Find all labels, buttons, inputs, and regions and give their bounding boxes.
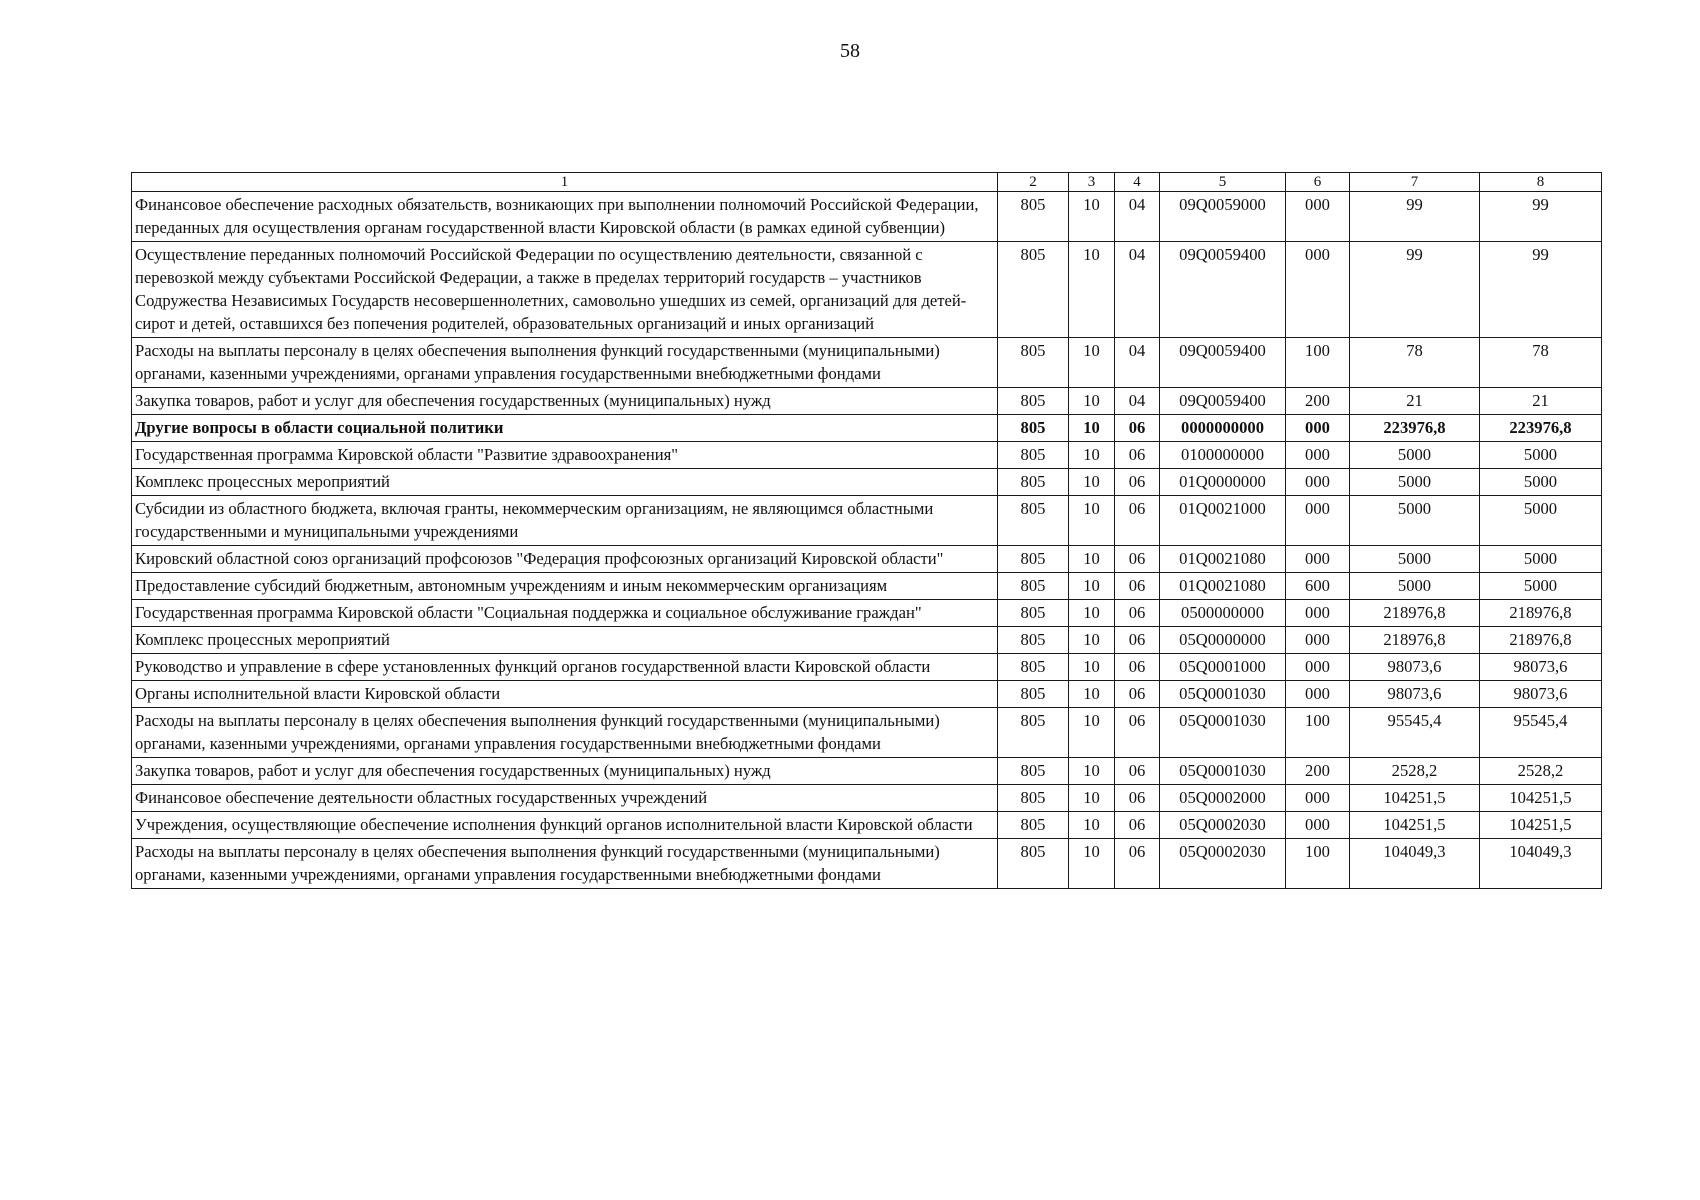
ministry-code-cell: 805 [998,496,1069,546]
amount-col7-cell: 218976,8 [1350,600,1480,627]
expense-type-cell: 000 [1286,415,1350,442]
row-name-cell: Финансовое обеспечение деятельности областных государственных учреждений [132,785,998,812]
subsection-cell: 06 [1115,496,1160,546]
subsection-cell: 06 [1115,708,1160,758]
section-cell: 10 [1069,573,1115,600]
row-name-cell: Расходы на выплаты персоналу в целях обеспечения выполнения функций государственными (муниципальными) органами, казенными учреждениями, органами управления государственными внебюджетными фондами [132,839,998,889]
expense-type-cell: 000 [1286,600,1350,627]
expense-type-cell: 100 [1286,708,1350,758]
expense-type-cell: 100 [1286,338,1350,388]
table-row [132,546,1602,573]
amount-col7-cell: 5000 [1350,546,1480,573]
row-name-cell: Комплекс процессных мероприятий [132,469,998,496]
target-article-cell: 05Q0001030 [1160,708,1286,758]
amount-col8-cell: 5000 [1480,442,1602,469]
section-cell: 10 [1069,496,1115,546]
subsection-cell: 06 [1115,415,1160,442]
ministry-code-cell: 805 [998,681,1069,708]
table-row [132,681,1602,708]
amount-col8-cell: 5000 [1480,546,1602,573]
subsection-cell: 06 [1115,681,1160,708]
column-header: 8 [1480,173,1602,192]
row-name-cell: Государственная программа Кировской области "Социальная поддержка и социальное обслуживание граждан" [132,600,998,627]
amount-col8-cell: 104251,5 [1480,812,1602,839]
amount-col7-cell: 2528,2 [1350,758,1480,785]
target-article-cell: 05Q0001000 [1160,654,1286,681]
column-header: 4 [1115,173,1160,192]
expense-type-cell: 100 [1286,839,1350,889]
table-row [132,600,1602,627]
ministry-code-cell: 805 [998,415,1069,442]
amount-col7-cell: 98073,6 [1350,681,1480,708]
target-article-cell: 05Q0002000 [1160,785,1286,812]
amount-col8-cell: 99 [1480,192,1602,242]
amount-col7-cell: 218976,8 [1350,627,1480,654]
row-name-cell: Кировский областной союз организаций профсоюзов "Федерация профсоюзных организаций Кировской области" [132,546,998,573]
page-number: 58 [840,40,860,62]
amount-col8-cell: 218976,8 [1480,600,1602,627]
target-article-cell: 01Q0021080 [1160,573,1286,600]
amount-col8-cell: 21 [1480,388,1602,415]
section-cell: 10 [1069,546,1115,573]
ministry-code-cell: 805 [998,442,1069,469]
subsection-cell: 06 [1115,546,1160,573]
expense-type-cell: 000 [1286,546,1350,573]
section-cell: 10 [1069,242,1115,338]
expense-type-cell: 000 [1286,442,1350,469]
amount-col7-cell: 104251,5 [1350,785,1480,812]
section-cell: 10 [1069,469,1115,496]
row-name-cell: Закупка товаров, работ и услуг для обеспечения государственных (муниципальных) нужд [132,758,998,785]
expense-type-cell: 000 [1286,496,1350,546]
expense-type-cell: 000 [1286,654,1350,681]
amount-col7-cell: 99 [1350,242,1480,338]
amount-col7-cell: 98073,6 [1350,654,1480,681]
section-cell: 10 [1069,839,1115,889]
amount-col8-cell: 98073,6 [1480,681,1602,708]
section-cell: 10 [1069,192,1115,242]
header-row [132,173,1602,192]
target-article-cell: 0000000000 [1160,415,1286,442]
row-name-cell: Осуществление переданных полномочий Российской Федерации по осуществлению деятельности, связанной с перевозкой между субъектами Российской Федерации, а также в пределах территорий государств – участников Содружества Независимых Государств несовершеннолетних, самовольно ушедших из семей, организаций для детей-сирот и детей, оставшихся без попечения родителей, образовательных организаций и иных организаций [132,242,998,338]
row-name-cell: Предоставление субсидий бюджетным, автономным учреждениям и иным некоммерческим организациям [132,573,998,600]
ministry-code-cell: 805 [998,839,1069,889]
table-row [132,812,1602,839]
section-cell: 10 [1069,600,1115,627]
expense-type-cell: 000 [1286,785,1350,812]
ministry-code-cell: 805 [998,785,1069,812]
table-row [132,839,1602,889]
subsection-cell: 04 [1115,192,1160,242]
subsection-cell: 04 [1115,338,1160,388]
target-article-cell: 05Q0000000 [1160,627,1286,654]
target-article-cell: 09Q0059000 [1160,192,1286,242]
target-article-cell: 05Q0001030 [1160,681,1286,708]
section-cell: 10 [1069,812,1115,839]
subsection-cell: 06 [1115,654,1160,681]
ministry-code-cell: 805 [998,654,1069,681]
subsection-cell: 06 [1115,442,1160,469]
amount-col7-cell: 104049,3 [1350,839,1480,889]
section-cell: 10 [1069,785,1115,812]
table-row [132,442,1602,469]
subsection-cell: 06 [1115,839,1160,889]
ministry-code-cell: 805 [998,758,1069,785]
ministry-code-cell: 805 [998,546,1069,573]
amount-col7-cell: 99 [1350,192,1480,242]
amount-col8-cell: 2528,2 [1480,758,1602,785]
row-name-cell: Учреждения, осуществляющие обеспечение исполнения функций органов исполнительной власти Кировской области [132,812,998,839]
row-name-cell: Органы исполнительной власти Кировской области [132,681,998,708]
section-cell: 10 [1069,708,1115,758]
section-cell: 10 [1069,654,1115,681]
target-article-cell: 09Q0059400 [1160,242,1286,338]
table-row [132,785,1602,812]
target-article-cell: 01Q0000000 [1160,469,1286,496]
row-name-cell: Государственная программа Кировской области "Развитие здравоохранения" [132,442,998,469]
amount-col7-cell: 223976,8 [1350,415,1480,442]
ministry-code-cell: 805 [998,469,1069,496]
ministry-code-cell: 805 [998,388,1069,415]
subsection-cell: 06 [1115,627,1160,654]
expense-type-cell: 000 [1286,812,1350,839]
subsection-cell: 04 [1115,388,1160,415]
row-name-cell: Финансовое обеспечение расходных обязательств, возникающих при выполнении полномочий Российской Федерации, переданных для осуществления органам государственной власти Кировской области (в рамках единой субвенции) [132,192,998,242]
amount-col8-cell: 78 [1480,338,1602,388]
row-name-cell: Расходы на выплаты персоналу в целях обеспечения выполнения функций государственными (муниципальными) органами, казенными учреждениями, органами управления государственными внебюджетными фондами [132,338,998,388]
table-row [132,469,1602,496]
amount-col7-cell: 104251,5 [1350,812,1480,839]
column-header: 6 [1286,173,1350,192]
expense-type-cell: 000 [1286,192,1350,242]
target-article-cell: 09Q0059400 [1160,338,1286,388]
column-header: 7 [1350,173,1480,192]
column-header: 3 [1069,173,1115,192]
target-article-cell: 05Q0001030 [1160,758,1286,785]
amount-col7-cell: 5000 [1350,469,1480,496]
amount-col8-cell: 5000 [1480,496,1602,546]
ministry-code-cell: 805 [998,242,1069,338]
target-article-cell: 05Q0002030 [1160,839,1286,889]
ministry-code-cell: 805 [998,573,1069,600]
amount-col7-cell: 5000 [1350,573,1480,600]
table-row [132,654,1602,681]
amount-col7-cell: 21 [1350,388,1480,415]
row-name-cell: Руководство и управление в сфере установленных функций органов государственной власти Кировской области [132,654,998,681]
budget-table [131,172,1602,889]
table-row [132,415,1602,442]
row-name-cell: Расходы на выплаты персоналу в целях обеспечения выполнения функций государственными (муниципальными) органами, казенными учреждениями, органами управления государственными внебюджетными фондами [132,708,998,758]
subsection-cell: 06 [1115,469,1160,496]
section-cell: 10 [1069,338,1115,388]
section-cell: 10 [1069,442,1115,469]
target-article-cell: 0500000000 [1160,600,1286,627]
target-article-cell: 01Q0021000 [1160,496,1286,546]
ministry-code-cell: 805 [998,708,1069,758]
ministry-code-cell: 805 [998,192,1069,242]
target-article-cell: 0100000000 [1160,442,1286,469]
amount-col8-cell: 223976,8 [1480,415,1602,442]
expense-type-cell: 000 [1286,242,1350,338]
table-row [132,338,1602,388]
target-article-cell: 09Q0059400 [1160,388,1286,415]
subsection-cell: 06 [1115,758,1160,785]
table-row [132,627,1602,654]
section-cell: 10 [1069,388,1115,415]
section-cell: 10 [1069,627,1115,654]
section-cell: 10 [1069,758,1115,785]
table-row [132,573,1602,600]
row-name-cell: Закупка товаров, работ и услуг для обеспечения государственных (муниципальных) нужд [132,388,998,415]
ministry-code-cell: 805 [998,338,1069,388]
amount-col7-cell: 5000 [1350,496,1480,546]
expense-type-cell: 000 [1286,469,1350,496]
amount-col8-cell: 5000 [1480,573,1602,600]
table-row [132,708,1602,758]
column-header: 1 [132,173,998,192]
amount-col7-cell: 78 [1350,338,1480,388]
expense-type-cell: 200 [1286,758,1350,785]
row-name-cell: Другие вопросы в области социальной политики [132,415,998,442]
table-row [132,388,1602,415]
amount-col7-cell: 5000 [1350,442,1480,469]
amount-col8-cell: 104049,3 [1480,839,1602,889]
target-article-cell: 05Q0002030 [1160,812,1286,839]
subsection-cell: 04 [1115,242,1160,338]
row-name-cell: Субсидии из областного бюджета, включая гранты, некоммерческим организациям, не являющимся областными государственными и муниципальными учреждениями [132,496,998,546]
subsection-cell: 06 [1115,573,1160,600]
expense-type-cell: 000 [1286,627,1350,654]
section-cell: 10 [1069,681,1115,708]
expense-type-cell: 000 [1286,681,1350,708]
table-row [132,496,1602,546]
row-name-cell: Комплекс процессных мероприятий [132,627,998,654]
table-row [132,242,1602,338]
ministry-code-cell: 805 [998,812,1069,839]
amount-col8-cell: 99 [1480,242,1602,338]
expense-type-cell: 200 [1286,388,1350,415]
column-header: 5 [1160,173,1286,192]
amount-col7-cell: 95545,4 [1350,708,1480,758]
table-row [132,192,1602,242]
amount-col8-cell: 5000 [1480,469,1602,496]
amount-col8-cell: 98073,6 [1480,654,1602,681]
table-row [132,758,1602,785]
table-body [132,192,1602,889]
target-article-cell: 01Q0021080 [1160,546,1286,573]
section-cell: 10 [1069,415,1115,442]
amount-col8-cell: 95545,4 [1480,708,1602,758]
column-header: 2 [998,173,1069,192]
subsection-cell: 06 [1115,812,1160,839]
amount-col8-cell: 218976,8 [1480,627,1602,654]
subsection-cell: 06 [1115,600,1160,627]
ministry-code-cell: 805 [998,600,1069,627]
ministry-code-cell: 805 [998,627,1069,654]
amount-col8-cell: 104251,5 [1480,785,1602,812]
subsection-cell: 06 [1115,785,1160,812]
expense-type-cell: 600 [1286,573,1350,600]
